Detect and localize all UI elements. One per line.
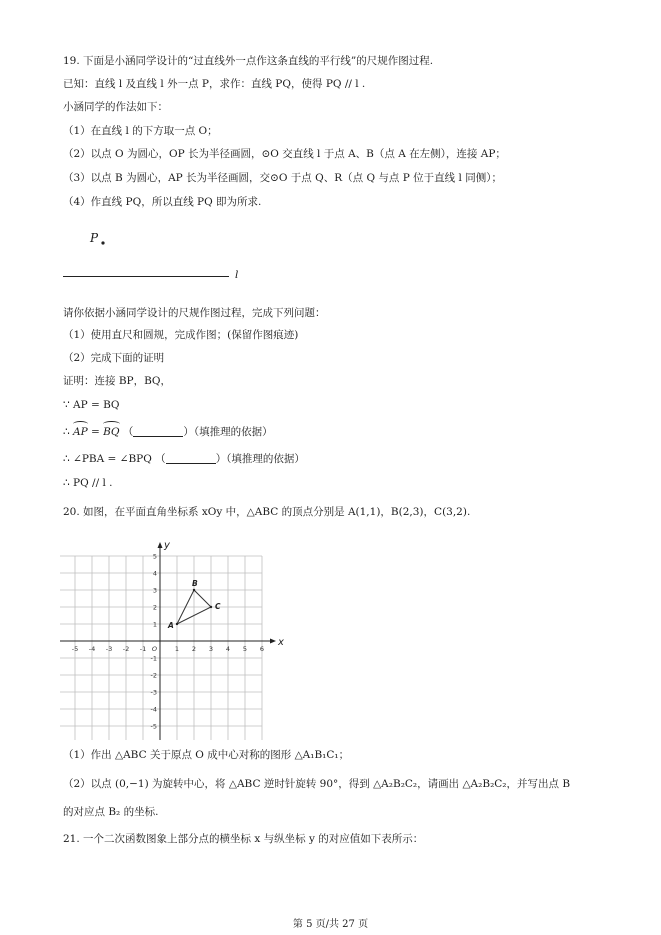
x-tick-label: 5 (242, 645, 248, 653)
x-tick-label: -2 (122, 645, 130, 653)
coordinate-grid (60, 540, 295, 740)
vertex-a-dot (176, 623, 178, 625)
arc-bq: BQ (103, 426, 120, 438)
q19-task-1: （1）使用直尺和圆规，完成作图；(保留作图痕迹) (63, 329, 299, 341)
vertex-c-dot (210, 606, 212, 608)
page-footer: 第 5 页/共 27 页 (292, 919, 369, 930)
x-tick-label: -5 (71, 645, 79, 653)
x-tick-label: 2 (191, 645, 197, 653)
y-tick-label: 3 (152, 586, 157, 595)
q19-task-2: （2）完成下面的证明 (63, 352, 165, 364)
answer-blank-1[interactable] (133, 426, 183, 437)
x-tick-label: 1 (174, 645, 180, 653)
answer-blank-2[interactable] (166, 453, 216, 464)
q19-step-1: （1）在直线 l 的下方取一点 O； (63, 125, 218, 137)
q20-part-2-line1: （2）以点 (0,−1) 为旋转中心，将 △ABC 逆时针旋转 90°，得到 △A₂B₂C₂，请画出 △A₂B₂C₂，并写出点 B (63, 778, 571, 790)
y-tick-label: -4 (150, 705, 157, 714)
y-tick-label: -2 (150, 671, 157, 680)
y-tick-label: 2 (152, 603, 157, 612)
paren-open: （ (119, 426, 134, 438)
q19-proof-conclusion: ∴ PQ // l . (63, 477, 113, 489)
vertex-b-dot (193, 589, 195, 591)
x-axis-label: x (278, 637, 284, 648)
x-tick-label: 3 (208, 645, 214, 653)
arc-ap: AP (73, 426, 88, 438)
q19-step-3: （3）以点 B 为圆心，AP 长为半径画圆，交⊙O 于点 Q、R（点 Q 与点 P 位于直线 l 同侧）； (63, 172, 502, 184)
therefore-symbol: ∴ (63, 426, 74, 438)
y-tick-label: -1 (150, 654, 157, 663)
q19-method-intro: 小涵同学的作法如下： (63, 101, 168, 113)
vertex-b-label: B (192, 579, 198, 588)
axes (60, 540, 284, 740)
fill-reason-hint: ）（填推理的依据） (183, 426, 273, 438)
q20-part-2-line2: 的对应点 B₂ 的坐标. (63, 806, 159, 818)
y-axis-arrow (158, 542, 163, 548)
x-axis-arrow (270, 639, 276, 644)
x-tick-label: -1 (139, 645, 147, 653)
q19-step-4: （4）作直线 PQ，所以直线 PQ 即为所求. (63, 196, 262, 208)
x-tick-label: -4 (88, 645, 96, 653)
q19-prompt: 请你依据小涵同学设计的尺规作图过程，完成下列问题： (63, 307, 326, 319)
line-l-label: l (235, 269, 239, 281)
vertex-c-label: C (215, 602, 221, 611)
y-axis-label: y (164, 540, 170, 551)
y-tick-label: 4 (152, 569, 157, 578)
point-p-label: P (90, 231, 99, 245)
y-tick-label: -5 (150, 722, 157, 731)
x-tick-label: 4 (225, 645, 231, 653)
q19-proof-because: ∵ AP = BQ (63, 399, 120, 411)
point-p-dot (100, 240, 106, 246)
x-tick-label: -3 (105, 645, 113, 653)
q20-title: 20. 如图，在平面直角坐标系 xOy 中，△ABC 的顶点分别是 A(1,1)，B(2,3)，C(3,2). (63, 506, 471, 518)
fill-reason-hint-2: ）（填推理的依据） (215, 453, 305, 465)
vertex-a-label: A (168, 621, 174, 630)
q19-given: 已知：直线 l 及直线 l 外一点 P，求作：直线 PQ，使得 PQ // l . (63, 78, 366, 90)
line-l (63, 276, 229, 277)
x-tick-label: 6 (259, 645, 265, 653)
q21-title: 21. 一个二次函数图象上部分点的横坐标 x 与纵坐标 y 的对应值如下表所示： (63, 833, 424, 845)
y-tick-label: -3 (150, 688, 157, 697)
q20-part-1: （1）作出 △ABC 关于原点 O 成中心对称的图形 △A₁B₁C₁； (63, 749, 350, 761)
equals-sign: = (87, 426, 104, 438)
angle-equality: ∴ ∠PBA = ∠BPQ （ (63, 453, 166, 465)
q19-step-2: （2）以点 O 为圆心，OP 长为半径画圆，⊙O 交直线 l 于点 A、B（点 A 在左侧），连接 AP； (63, 148, 506, 160)
y-tick-label: 1 (152, 620, 157, 629)
q19-proof-connect: 证明：连接 BP，BQ， (63, 375, 171, 387)
q19-title: 19. 下面是小涵同学设计的“过直线外一点作这条直线的平行线”的尺规作图过程. (63, 55, 434, 67)
origin-label: O (151, 645, 157, 653)
q19-proof-angles (63, 452, 305, 466)
q19-proof-arcs (63, 425, 273, 439)
y-tick-label: 5 (152, 552, 157, 561)
